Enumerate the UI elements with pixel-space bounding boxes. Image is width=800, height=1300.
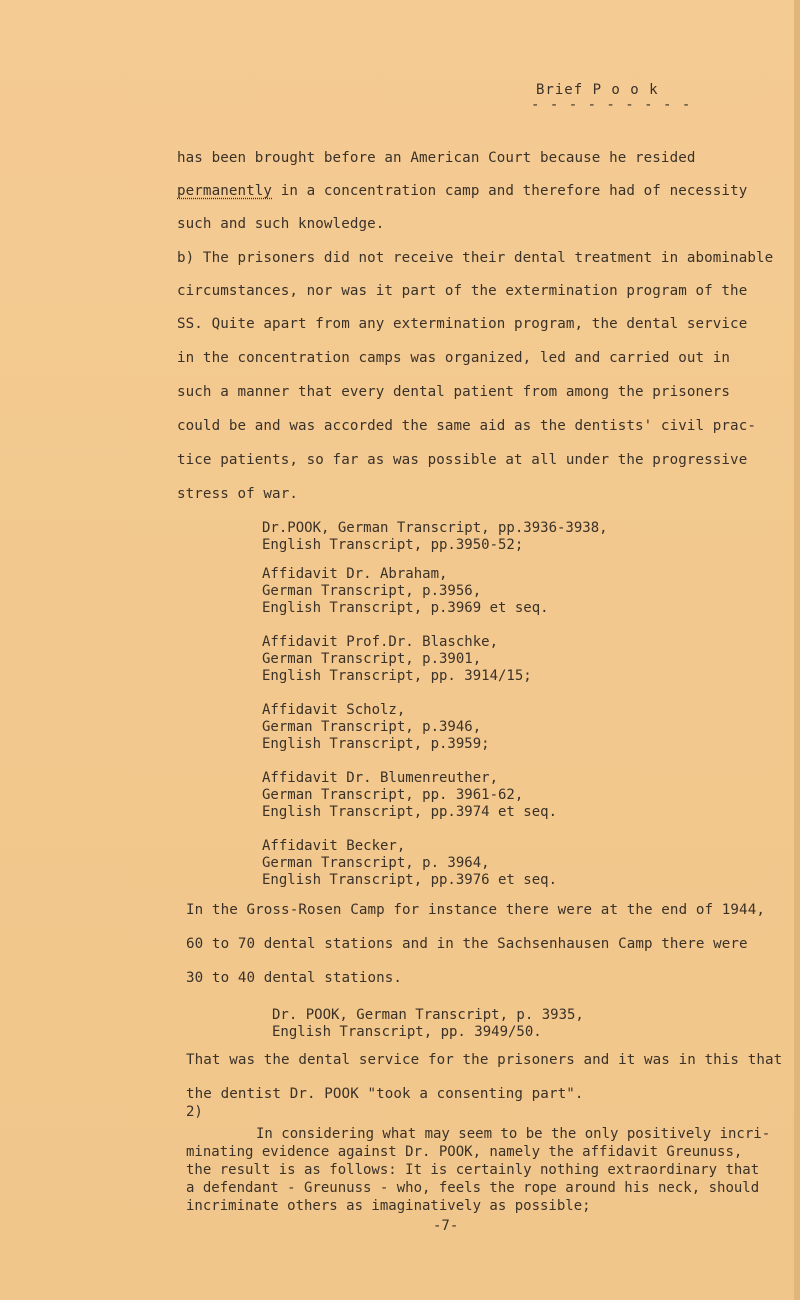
emphasized-word: permanently xyxy=(177,183,273,199)
citation-line: German Transcript, pp. 3961-62, xyxy=(262,787,524,803)
text-line: stress of war. xyxy=(177,486,298,502)
citation-line: German Transcript, p.3956, xyxy=(262,583,482,599)
citation-line: Affidavit Scholz, xyxy=(262,702,406,718)
text-line: 60 to 70 dental stations and in the Sachsenhausen Camp there were xyxy=(186,936,748,952)
citation-line: German Transcript, p.3901, xyxy=(262,651,482,667)
citation-block xyxy=(262,634,532,685)
citation-block xyxy=(262,702,490,753)
text-line: a defendant - Greunuss - who, feels the rope around his neck, should xyxy=(186,1180,760,1196)
text-line: in the concentration camps was organized, led and carried out in xyxy=(177,350,731,366)
text-line: In the Gross-Rosen Camp for instance there were at the end of 1944, xyxy=(186,902,765,918)
citation-line: Affidavit Becker, xyxy=(262,838,406,854)
page-edge xyxy=(794,0,800,1300)
text-line: such and such knowledge. xyxy=(177,216,385,232)
text-line: SS. Quite apart from any extermination program, the dental service xyxy=(177,316,748,332)
text-line: In considering what may seem to be the only positively incri- xyxy=(256,1126,771,1142)
citation-block xyxy=(262,520,608,554)
citation-line: English Transcript, pp. 3914/15; xyxy=(262,668,532,684)
citation-block xyxy=(262,770,557,821)
header-rule: - - - - - - - - - xyxy=(531,97,692,113)
text-line: has been brought before an American Court because he resided xyxy=(177,150,696,166)
text-line: circumstances, nor was it part of the extermination program of the xyxy=(177,283,748,299)
citation-line: English Transcript, pp.3974 et seq. xyxy=(262,804,558,820)
citation-line: English Transcript, pp. 3949/50. xyxy=(272,1024,542,1040)
citation-line: Affidavit Dr. Blumenreuther, xyxy=(262,770,499,786)
citation-line: Dr. POOK, German Transcript, p. 3935, xyxy=(272,1007,584,1023)
citation-line: German Transcript, p.3946, xyxy=(262,719,482,735)
page-header: Brief P o o k xyxy=(536,82,659,98)
citation-line: Dr.POOK, German Transcript, pp.3936-3938, xyxy=(262,520,608,536)
citation-block xyxy=(262,566,549,617)
text-line xyxy=(177,183,747,199)
page-number: -7- xyxy=(433,1218,459,1234)
text-line: minating evidence against Dr. POOK, namely the affidavit Greunuss, xyxy=(186,1144,743,1160)
citation-line: English Transcript, p.3969 et seq. xyxy=(262,600,549,616)
text-line: the result is as follows: It is certainly nothing extraordinary that xyxy=(186,1162,760,1178)
text-fragment: in a concentration camp and therefore had of necessity xyxy=(272,183,748,199)
section-number: 2) xyxy=(186,1104,203,1120)
text-line: 30 to 40 dental stations. xyxy=(186,970,403,986)
citation-block xyxy=(272,1007,584,1041)
text-line: the dentist Dr. POOK "took a consenting part". xyxy=(186,1086,584,1102)
citation-line: German Transcript, p. 3964, xyxy=(262,855,490,871)
text-line: b) The prisoners did not receive their dental treatment in abominable xyxy=(177,250,774,266)
text-line: incriminate others as imaginatively as possible; xyxy=(186,1198,591,1214)
text-line: such a manner that every dental patient from among the prisoners xyxy=(177,384,731,400)
text-line: tice patients, so far as was possible at all under the progressive xyxy=(177,452,748,468)
citation-line: English Transcript, pp.3976 et seq. xyxy=(262,872,558,888)
citation-block xyxy=(262,838,557,889)
citation-line: Affidavit Dr. Abraham, xyxy=(262,566,448,582)
text-line: That was the dental service for the prisoners and it was in this that xyxy=(186,1052,783,1068)
citation-line: Affidavit Prof.Dr. Blaschke, xyxy=(262,634,499,650)
text-line: could be and was accorded the same aid as the dentists' civil prac- xyxy=(177,418,756,434)
citation-line: English Transcript, p.3959; xyxy=(262,736,490,752)
citation-line: English Transcript, pp.3950-52; xyxy=(262,537,524,553)
